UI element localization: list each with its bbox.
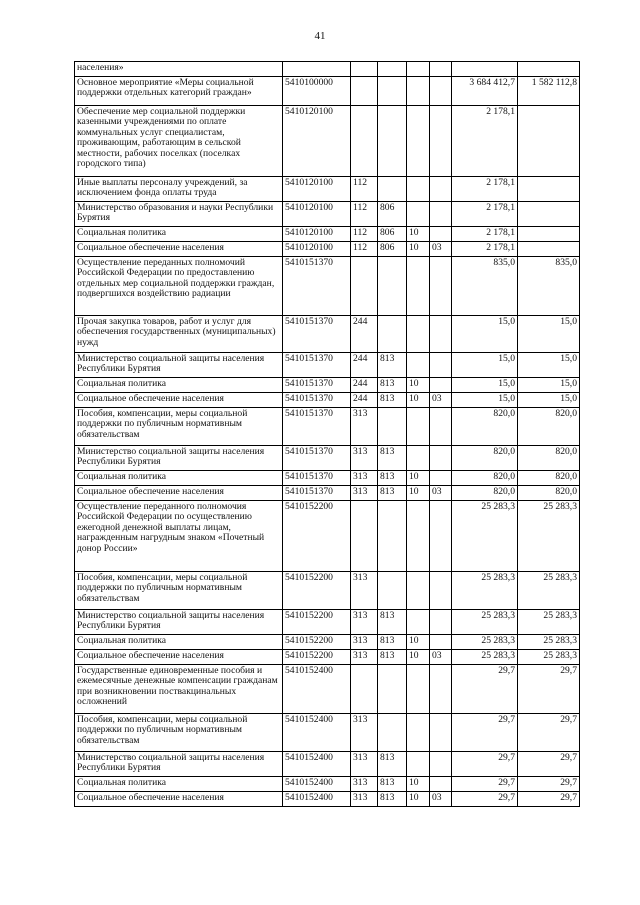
cell-target-code: 5410151370 — [283, 408, 351, 446]
cell-amount-year-1: 29,7 — [452, 714, 518, 752]
cell-name: Социальная политика — [75, 777, 283, 792]
table-row — [75, 486, 580, 501]
cell-expense-type — [351, 501, 378, 572]
cell-subsection — [430, 257, 452, 316]
cell-administrator: 813 — [378, 650, 407, 665]
cell-administrator — [378, 106, 407, 177]
cell-name: Социальное обеспечение населения — [75, 486, 283, 501]
table-row — [75, 408, 580, 446]
cell-expense-type: 313 — [351, 408, 378, 446]
cell-expense-type: 313 — [351, 610, 378, 635]
cell-name: Социальное обеспечение населения — [75, 792, 283, 807]
cell-section — [407, 408, 430, 446]
cell-name: Социальное обеспечение населения — [75, 650, 283, 665]
cell-administrator — [378, 501, 407, 572]
cell-administrator: 813 — [378, 486, 407, 501]
cell-section: 10 — [407, 792, 430, 807]
cell-amount-year-2 — [518, 202, 580, 227]
cell-name: Социальное обеспечение населения — [75, 242, 283, 257]
table-row — [75, 393, 580, 408]
cell-expense-type: 313 — [351, 486, 378, 501]
cell-administrator: 813 — [378, 792, 407, 807]
cell-name: Министерство социальной защиты населения Республики Бурятия — [75, 610, 283, 635]
cell-subsection: 03 — [430, 486, 452, 501]
cell-administrator: 813 — [378, 610, 407, 635]
cell-amount-year-1: 15,0 — [452, 393, 518, 408]
cell-administrator — [378, 408, 407, 446]
page-number: 41 — [314, 30, 326, 42]
cell-name: Обеспечение мер социальной поддержки казенными учреждениями по оплате коммунальных услуг специалистам, проживающим, работающим в сельской местности, рабочих поселках (поселках городского типа) — [75, 106, 283, 177]
cell-administrator — [378, 257, 407, 316]
table-row — [75, 446, 580, 471]
cell-subsection — [430, 572, 452, 610]
cell-administrator — [378, 62, 407, 77]
cell-name: Социальная политика — [75, 227, 283, 242]
cell-expense-type: 313 — [351, 752, 378, 777]
cell-subsection: 03 — [430, 242, 452, 257]
cell-target-code: 5410152400 — [283, 752, 351, 777]
cell-target-code: 5410100000 — [283, 77, 351, 106]
table-row — [75, 665, 580, 714]
cell-amount-year-2 — [518, 106, 580, 177]
cell-expense-type: 112 — [351, 227, 378, 242]
cell-amount-year-2: 820,0 — [518, 408, 580, 446]
cell-amount-year-1: 15,0 — [452, 316, 518, 353]
cell-administrator: 813 — [378, 353, 407, 378]
cell-subsection — [430, 316, 452, 353]
table-row — [75, 572, 580, 610]
cell-amount-year-2: 15,0 — [518, 378, 580, 393]
cell-name: Социальное обеспечение населения — [75, 393, 283, 408]
cell-amount-year-1: 2 178,1 — [452, 227, 518, 242]
cell-target-code: 5410120100 — [283, 227, 351, 242]
cell-subsection — [430, 446, 452, 471]
cell-amount-year-1: 820,0 — [452, 471, 518, 486]
table-row — [75, 257, 580, 316]
cell-subsection — [430, 714, 452, 752]
cell-target-code: 5410152200 — [283, 650, 351, 665]
budget-table — [74, 61, 580, 807]
cell-name: Прочая закупка товаров, работ и услуг для обеспечения государственных (муниципальных) нужд — [75, 316, 283, 353]
cell-section — [407, 77, 430, 106]
cell-section — [407, 257, 430, 316]
cell-section: 10 — [407, 777, 430, 792]
cell-subsection — [430, 777, 452, 792]
cell-expense-type — [351, 106, 378, 177]
table-body — [75, 62, 580, 807]
cell-name: Иные выплаты персоналу учреждений, за исключением фонда оплаты труда — [75, 177, 283, 202]
cell-amount-year-1: 25 283,3 — [452, 501, 518, 572]
cell-target-code: 5410151370 — [283, 446, 351, 471]
cell-expense-type: 313 — [351, 446, 378, 471]
cell-subsection — [430, 665, 452, 714]
cell-administrator: 813 — [378, 378, 407, 393]
cell-administrator — [378, 572, 407, 610]
cell-administrator: 813 — [378, 777, 407, 792]
cell-expense-type: 313 — [351, 572, 378, 610]
table-row — [75, 650, 580, 665]
cell-subsection — [430, 378, 452, 393]
cell-subsection — [430, 752, 452, 777]
cell-section — [407, 501, 430, 572]
cell-administrator: 806 — [378, 227, 407, 242]
cell-subsection: 03 — [430, 650, 452, 665]
cell-amount-year-1: 29,7 — [452, 752, 518, 777]
cell-subsection — [430, 77, 452, 106]
cell-amount-year-1: 820,0 — [452, 446, 518, 471]
cell-subsection: 03 — [430, 792, 452, 807]
cell-target-code: 5410151370 — [283, 471, 351, 486]
cell-name: Пособия, компенсации, меры социальной поддержки по публичным нормативным обязательствам — [75, 408, 283, 446]
cell-expense-type — [351, 62, 378, 77]
cell-amount-year-1: 25 283,3 — [452, 635, 518, 650]
cell-name: Государственные единовременные пособия и ежемесячные денежные компенсации гражданам при возникновении поствакцинальных осложнений — [75, 665, 283, 714]
cell-target-code: 5410151370 — [283, 257, 351, 316]
cell-target-code: 5410151370 — [283, 393, 351, 408]
cell-amount-year-2: 25 283,3 — [518, 501, 580, 572]
cell-expense-type: 112 — [351, 242, 378, 257]
cell-target-code: 5410151370 — [283, 378, 351, 393]
cell-section — [407, 446, 430, 471]
cell-amount-year-2 — [518, 242, 580, 257]
cell-amount-year-2: 29,7 — [518, 777, 580, 792]
table-row — [75, 106, 580, 177]
table-row — [75, 752, 580, 777]
cell-administrator: 806 — [378, 202, 407, 227]
cell-expense-type: 112 — [351, 177, 378, 202]
cell-amount-year-2: 820,0 — [518, 486, 580, 501]
cell-section — [407, 316, 430, 353]
cell-amount-year-1: 15,0 — [452, 353, 518, 378]
cell-amount-year-1: 820,0 — [452, 408, 518, 446]
cell-name: Социальная политика — [75, 378, 283, 393]
cell-administrator: 813 — [378, 752, 407, 777]
cell-target-code: 5410120100 — [283, 106, 351, 177]
table-row — [75, 316, 580, 353]
cell-expense-type: 244 — [351, 316, 378, 353]
cell-subsection: 03 — [430, 393, 452, 408]
cell-administrator — [378, 316, 407, 353]
cell-amount-year-2: 820,0 — [518, 446, 580, 471]
cell-target-code: 5410152400 — [283, 792, 351, 807]
cell-name: Основное мероприятие «Меры социальной поддержки отдельных категорий граждан» — [75, 77, 283, 106]
table-row — [75, 353, 580, 378]
cell-amount-year-1: 29,7 — [452, 777, 518, 792]
table-row — [75, 714, 580, 752]
cell-section: 10 — [407, 378, 430, 393]
cell-target-code: 5410152400 — [283, 714, 351, 752]
cell-section — [407, 665, 430, 714]
cell-expense-type — [351, 257, 378, 316]
cell-section — [407, 572, 430, 610]
cell-expense-type — [351, 77, 378, 106]
table-row — [75, 501, 580, 572]
cell-subsection — [430, 501, 452, 572]
cell-amount-year-1: 2 178,1 — [452, 242, 518, 257]
table-row — [75, 610, 580, 635]
cell-amount-year-1: 15,0 — [452, 378, 518, 393]
cell-amount-year-2 — [518, 177, 580, 202]
cell-amount-year-2: 820,0 — [518, 471, 580, 486]
table-row — [75, 378, 580, 393]
table-row — [75, 471, 580, 486]
table-row — [75, 777, 580, 792]
cell-amount-year-2: 25 283,3 — [518, 610, 580, 635]
cell-target-code: 5410152200 — [283, 501, 351, 572]
table-row — [75, 242, 580, 257]
cell-administrator — [378, 714, 407, 752]
cell-section: 10 — [407, 650, 430, 665]
cell-expense-type — [351, 665, 378, 714]
cell-amount-year-2: 29,7 — [518, 792, 580, 807]
cell-target-code: 5410152200 — [283, 635, 351, 650]
cell-amount-year-1: 25 283,3 — [452, 610, 518, 635]
cell-subsection — [430, 353, 452, 378]
cell-amount-year-2: 15,0 — [518, 316, 580, 353]
cell-target-code: 5410151370 — [283, 316, 351, 353]
cell-amount-year-1: 29,7 — [452, 792, 518, 807]
cell-name: Пособия, компенсации, меры социальной поддержки по публичным нормативным обязательствам — [75, 714, 283, 752]
cell-section: 10 — [407, 471, 430, 486]
cell-section: 10 — [407, 242, 430, 257]
cell-amount-year-2: 29,7 — [518, 665, 580, 714]
cell-target-code: 5410151370 — [283, 486, 351, 501]
cell-name: Министерство социальной защиты населения Республики Бурятия — [75, 353, 283, 378]
cell-section: 10 — [407, 227, 430, 242]
cell-administrator — [378, 77, 407, 106]
cell-name: Социальная политика — [75, 635, 283, 650]
cell-amount-year-2: 29,7 — [518, 714, 580, 752]
cell-amount-year-2: 25 283,3 — [518, 635, 580, 650]
cell-amount-year-2: 835,0 — [518, 257, 580, 316]
table-row — [75, 177, 580, 202]
cell-amount-year-1: 820,0 — [452, 486, 518, 501]
cell-section — [407, 202, 430, 227]
cell-target-code: 5410120100 — [283, 242, 351, 257]
cell-name: Социальная политика — [75, 471, 283, 486]
cell-section — [407, 610, 430, 635]
cell-amount-year-1: 835,0 — [452, 257, 518, 316]
cell-expense-type: 313 — [351, 777, 378, 792]
cell-subsection — [430, 471, 452, 486]
cell-amount-year-1 — [452, 62, 518, 77]
cell-amount-year-1: 2 178,1 — [452, 202, 518, 227]
cell-name: Министерство социальной защиты населения Республики Бурятия — [75, 446, 283, 471]
table-row — [75, 77, 580, 106]
cell-subsection — [430, 408, 452, 446]
cell-name: Министерство социальной защиты населения Республики Бурятия — [75, 752, 283, 777]
cell-administrator: 813 — [378, 471, 407, 486]
cell-name: Министерство образования и науки Республики Бурятия — [75, 202, 283, 227]
cell-subsection — [430, 635, 452, 650]
cell-name: населения» — [75, 62, 283, 77]
cell-administrator — [378, 177, 407, 202]
cell-target-code: 5410120100 — [283, 202, 351, 227]
cell-administrator: 813 — [378, 393, 407, 408]
cell-target-code: 5410152200 — [283, 572, 351, 610]
cell-subsection — [430, 62, 452, 77]
cell-expense-type: 244 — [351, 378, 378, 393]
cell-target-code: 5410152400 — [283, 665, 351, 714]
cell-amount-year-2: 15,0 — [518, 393, 580, 408]
cell-expense-type: 112 — [351, 202, 378, 227]
cell-expense-type: 313 — [351, 650, 378, 665]
cell-target-code: 5410151370 — [283, 353, 351, 378]
cell-amount-year-2: 1 582 112,8 — [518, 77, 580, 106]
cell-name: Осуществление переданных полномочий Российской Федерации по предоставлению отдельных мер социальной поддержки граждан, подвергшихся воздействию радиации — [75, 257, 283, 316]
cell-subsection — [430, 177, 452, 202]
table-row — [75, 792, 580, 807]
cell-expense-type: 313 — [351, 714, 378, 752]
cell-target-code: 5410152400 — [283, 777, 351, 792]
cell-administrator: 806 — [378, 242, 407, 257]
cell-amount-year-1: 2 178,1 — [452, 177, 518, 202]
cell-amount-year-2: 15,0 — [518, 353, 580, 378]
cell-target-code — [283, 62, 351, 77]
cell-amount-year-1: 29,7 — [452, 665, 518, 714]
cell-administrator — [378, 665, 407, 714]
cell-amount-year-1: 25 283,3 — [452, 572, 518, 610]
table-row — [75, 635, 580, 650]
cell-section — [407, 714, 430, 752]
cell-amount-year-2 — [518, 62, 580, 77]
cell-administrator: 813 — [378, 635, 407, 650]
cell-amount-year-1: 3 684 412,7 — [452, 77, 518, 106]
cell-section: 10 — [407, 635, 430, 650]
cell-amount-year-2 — [518, 227, 580, 242]
cell-amount-year-2: 25 283,3 — [518, 572, 580, 610]
cell-name: Пособия, компенсации, меры социальной поддержки по публичным нормативным обязательствам — [75, 572, 283, 610]
cell-section — [407, 353, 430, 378]
cell-expense-type: 244 — [351, 353, 378, 378]
cell-administrator: 813 — [378, 446, 407, 471]
cell-section — [407, 106, 430, 177]
cell-target-code: 5410152200 — [283, 610, 351, 635]
table-row — [75, 202, 580, 227]
cell-amount-year-1: 2 178,1 — [452, 106, 518, 177]
cell-section: 10 — [407, 393, 430, 408]
cell-subsection — [430, 202, 452, 227]
cell-section — [407, 62, 430, 77]
cell-section — [407, 177, 430, 202]
table-row — [75, 62, 580, 77]
cell-expense-type: 313 — [351, 471, 378, 486]
cell-name: Осуществление переданного полномочия Российской Федерации по осуществлению ежегодной денежной выплаты лицам, награжденным нагрудным знаком «Почетный донор России» — [75, 501, 283, 572]
cell-section — [407, 752, 430, 777]
cell-subsection — [430, 610, 452, 635]
cell-expense-type: 313 — [351, 792, 378, 807]
cell-amount-year-2: 29,7 — [518, 752, 580, 777]
table-row — [75, 227, 580, 242]
cell-amount-year-2: 25 283,3 — [518, 650, 580, 665]
cell-subsection — [430, 227, 452, 242]
cell-amount-year-1: 25 283,3 — [452, 650, 518, 665]
cell-expense-type: 244 — [351, 393, 378, 408]
cell-target-code: 5410120100 — [283, 177, 351, 202]
cell-expense-type: 313 — [351, 635, 378, 650]
cell-subsection — [430, 106, 452, 177]
cell-section: 10 — [407, 486, 430, 501]
